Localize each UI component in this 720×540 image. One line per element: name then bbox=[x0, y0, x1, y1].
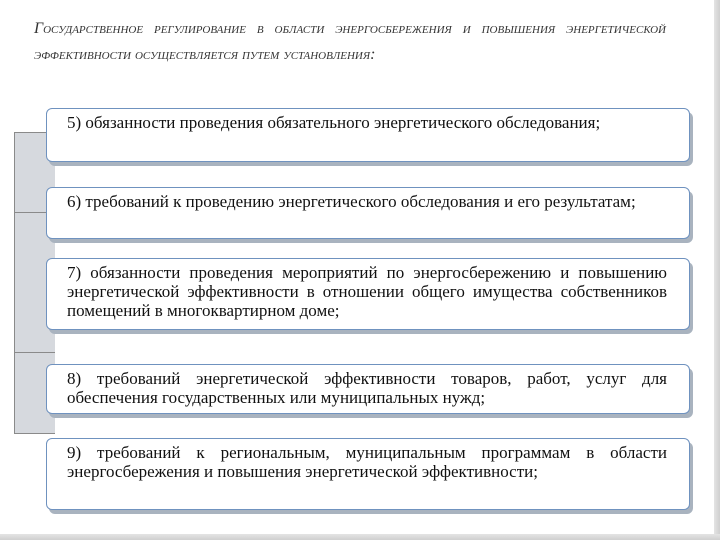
list-item-6: 6) требований к проведению энергетического обследования и его результатам; bbox=[46, 187, 690, 239]
list-item-5: 5) обязанности проведения обязательного энергетического обследования; bbox=[46, 108, 690, 162]
list-item-7: 7) обязанности проведения мероприятий по энергосбережению и повышению энергетической эффективности в отношении общего имущества собственников помещений в многоквартирном доме; bbox=[46, 258, 690, 330]
slide-frame-right bbox=[714, 0, 720, 540]
list-item-8: 8) требований энергетической эффективности товаров, работ, услуг для обеспечения государственных или муниципальных нужд; bbox=[46, 364, 690, 414]
slide-frame-bottom bbox=[0, 534, 720, 540]
list-item-9: 9) требований к региональным, муниципальным программам в области энергосбережения и повышения энергетической эффективности; bbox=[46, 438, 690, 510]
slide-title: Государственное регулирование в области энергосбережения и повышения энергетической эффективности осуществляется путем установления: bbox=[34, 20, 666, 63]
